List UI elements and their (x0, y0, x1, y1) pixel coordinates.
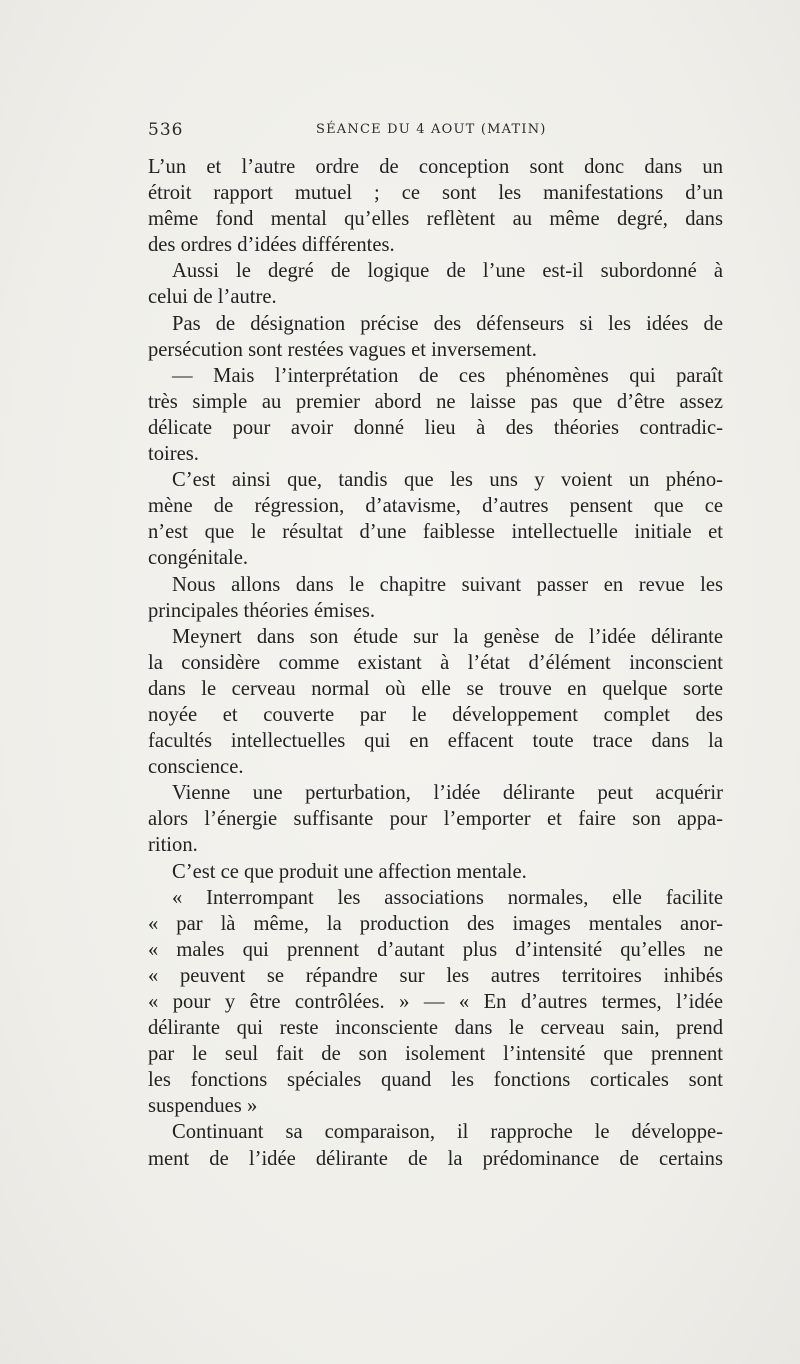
text-line: facultés intellectuelles qui en effacent toute trace dans la (148, 730, 723, 753)
text-line: toires. (148, 443, 199, 466)
text-line: suspendues » (148, 1095, 258, 1118)
text-line: « males qui prennent d’autant plus d’intensité qu’elles ne (148, 938, 723, 961)
text-line: des ordres d’idées différentes. (148, 234, 395, 257)
text-line: principales théories émises. (148, 599, 376, 622)
text-line: « peuvent se répandre sur les autres territoires inhibés (148, 964, 723, 987)
body-text (148, 154, 723, 1172)
text-line: délirante qui reste inconsciente dans le cerveau sain, prend (148, 1017, 723, 1040)
text-line: conscience. (148, 756, 244, 779)
text-line: délicate pour avoir donné lieu à des théories contradic- (148, 416, 723, 439)
text-line: congénitale. (148, 547, 249, 570)
text-line: ment de l’idée délirante de la prédominance de certains (148, 1147, 723, 1170)
text-line: — Mais l’interprétation de ces phénomènes qui paraît (172, 364, 723, 387)
text-line: L’un et l’autre ordre de conception sont donc dans un (148, 156, 723, 178)
text-line: alors l’énergie suffisante pour l’emporter et faire son appa- (148, 808, 723, 831)
text-line: la considère comme existant à l’état d’élément inconscient (148, 651, 723, 674)
text-line: persécution sont restées vagues et inversement. (148, 338, 537, 361)
page-number: 536 (148, 120, 184, 140)
text-line: très simple au premier abord ne laisse pas que d’être assez (148, 390, 723, 413)
text-line: n’est que le résultat d’une faiblesse intellectuelle initiale et (148, 521, 723, 544)
text-line: Nous allons dans le chapitre suivant passer en revue les (172, 573, 723, 596)
text-line: C’est ce que produit une affection mentale. (172, 860, 527, 883)
text-line: rition. (148, 834, 198, 857)
text-line: même fond mental qu’elles reflètent au même degré, dans (148, 208, 723, 231)
text-line: « Interrompant les associations normales, elle facilite (172, 886, 723, 909)
running-head: SÉANCE DU 4 AOUT (MATIN) (316, 122, 547, 137)
text-line: Aussi le degré de logique de l’une est-il subordonné à (172, 260, 723, 283)
page-header (148, 120, 723, 144)
text-line: noyée et couverte par le développement complet des (148, 703, 723, 726)
text-line: dans le cerveau normal où elle se trouve en quelque sorte (148, 677, 723, 700)
text-line: Meynert dans son étude sur la genèse de l’idée délirante (172, 625, 723, 648)
text-line: par le seul fait de son isolement l’intensité que prennent (148, 1043, 723, 1066)
text-line: étroit rapport mutuel ; ce sont les manifestations d’un (148, 182, 723, 205)
text-line: Vienne une perturbation, l’idée délirante peut acquérir (172, 782, 723, 805)
text-line: mène de régression, d’atavisme, d’autres pensent que ce (148, 495, 723, 518)
text-line: Pas de désignation précise des défenseurs si les idées de (172, 312, 723, 335)
text-line: celui de l’autre. (148, 286, 277, 309)
text-line: « pour y être contrôlées. » — « En d’autres termes, l’idée (148, 991, 723, 1013)
text-line: les fonctions spéciales quand les fonctions corticales sont (148, 1069, 723, 1092)
text-line: « par là même, la production des images mentales anor- (148, 912, 723, 935)
text-line: C’est ainsi que, tandis que les uns y voient un phéno- (172, 469, 723, 492)
text-line: Continuant sa comparaison, il rapproche le développe- (172, 1121, 723, 1144)
